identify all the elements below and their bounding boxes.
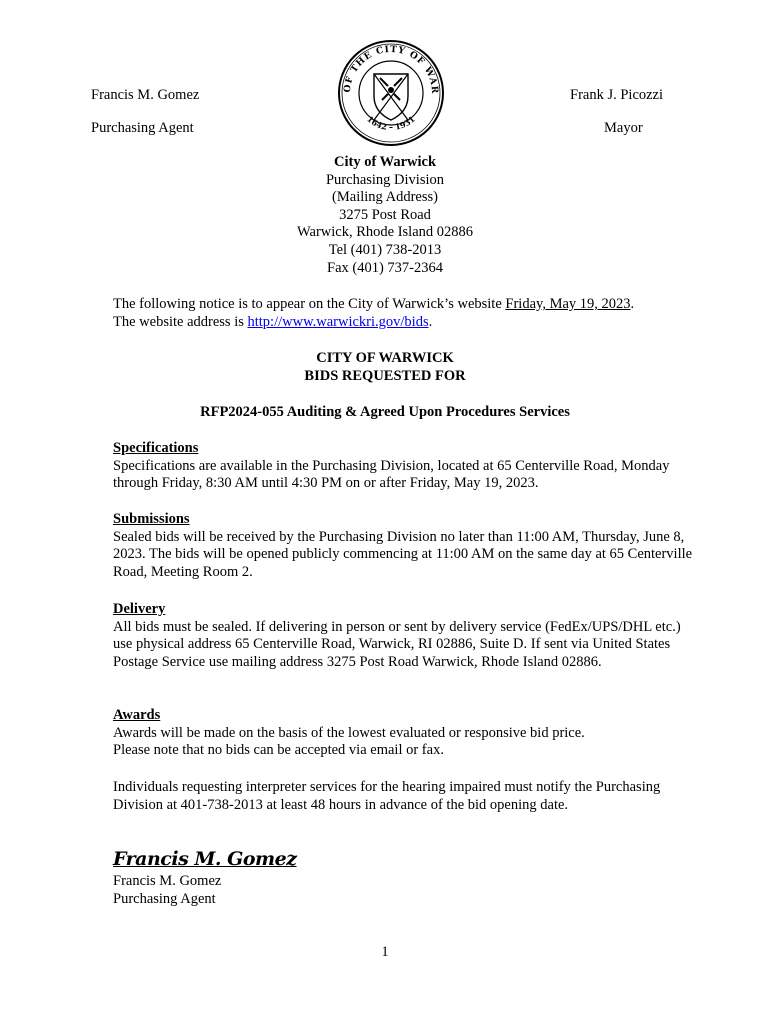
division: Purchasing Division <box>325 171 444 188</box>
section-title: Awards <box>113 707 161 723</box>
section-text: Specifications are available in the Purchasing Division, located at 65 Centerville Road, Monday through Friday, 8:30 AM until 4:30 PM on or after Friday, May 19, 2023. <box>113 457 670 492</box>
section-title: Specifications <box>113 440 199 456</box>
fax: Fax (401) 737-2364 <box>327 259 443 276</box>
org-name: City of Warwick <box>333 154 437 170</box>
right-title: Mayor <box>604 120 643 136</box>
rfp-title: RFP2024-055 Auditing & Agreed Upon Procedures Services <box>200 404 570 420</box>
signatory-title: Purchasing Agent <box>113 890 216 907</box>
mailing-label: (Mailing Address) <box>332 189 438 206</box>
section-awards <box>113 707 693 760</box>
section-submissions <box>113 511 693 581</box>
section-text: Awards will be made on the basis of the lowest evaluated or responsive bid price. <box>113 724 585 741</box>
city-state-zip: Warwick, Rhode Island 02886 <box>296 224 474 241</box>
svg-text:1642 – 1931: 1642 – 1931 <box>365 113 417 133</box>
seal-icon <box>336 38 446 148</box>
seal-shield-icon <box>374 74 408 120</box>
left-title: Purchasing Agent <box>91 120 194 136</box>
section-text: Sealed bids will be received by the Purchasing Division no later than 11:00 AM, Thursday, June 8, 2023. The bids will be opened publicly commencing at 11:00 AM on the same day at 65 Centerville Road, Meeting Room 2. <box>113 528 693 580</box>
website-link[interactable]: http://www.warwickri.gov/bids <box>247 313 429 330</box>
signature: Francis M. Gomez <box>113 848 297 870</box>
signatory-name: Francis M. Gomez <box>113 873 222 889</box>
section-text: Please note that no bids can be accepted via email or fax. <box>113 742 444 759</box>
street: 3275 Post Road <box>339 206 431 223</box>
interpreter-note: Individuals requesting interpreter services for the hearing impaired must notify the Purchasing Division at 401-738-2013 at least 48 hours in advance of the bid opening date. <box>113 779 661 813</box>
section-text: All bids must be sealed. If delivering in person or sent by delivery service (FedEx/UPS/DHL etc.) use physical address 65 Centerville Road, Warwick, RI 02886, Suite D. If sent via United States Postage Service use mailing address 3275 Post Road Warwick, Rhode Island 02886. <box>113 618 681 670</box>
svg-text:SEAL OF THE CITY OF WARWICK: OF THE CITY OF WAR <box>342 44 440 95</box>
notice-date: Friday, May 19, 2023 <box>505 296 631 312</box>
telephone: Tel (401) 738-2013 <box>328 241 442 258</box>
bid-heading: CITY OF WARWICK BIDS REQUESTED FOR <box>304 350 466 384</box>
page-number: 1 <box>381 944 389 960</box>
section-specifications <box>113 440 693 493</box>
section-title: Submissions <box>113 511 190 527</box>
right-name: Frank J. Picozzi <box>570 87 664 103</box>
section-title: Delivery <box>113 601 166 617</box>
address-block <box>0 154 770 277</box>
notice: The following notice is to appear on the City of Warwick’s website Friday, May 19, 2023. The website address is http://www.warwickri.gov/bids. <box>113 296 635 330</box>
left-name: Francis M. Gomez <box>91 87 200 103</box>
signatory <box>113 873 693 908</box>
city-seal <box>336 38 446 148</box>
section-delivery <box>113 601 688 671</box>
